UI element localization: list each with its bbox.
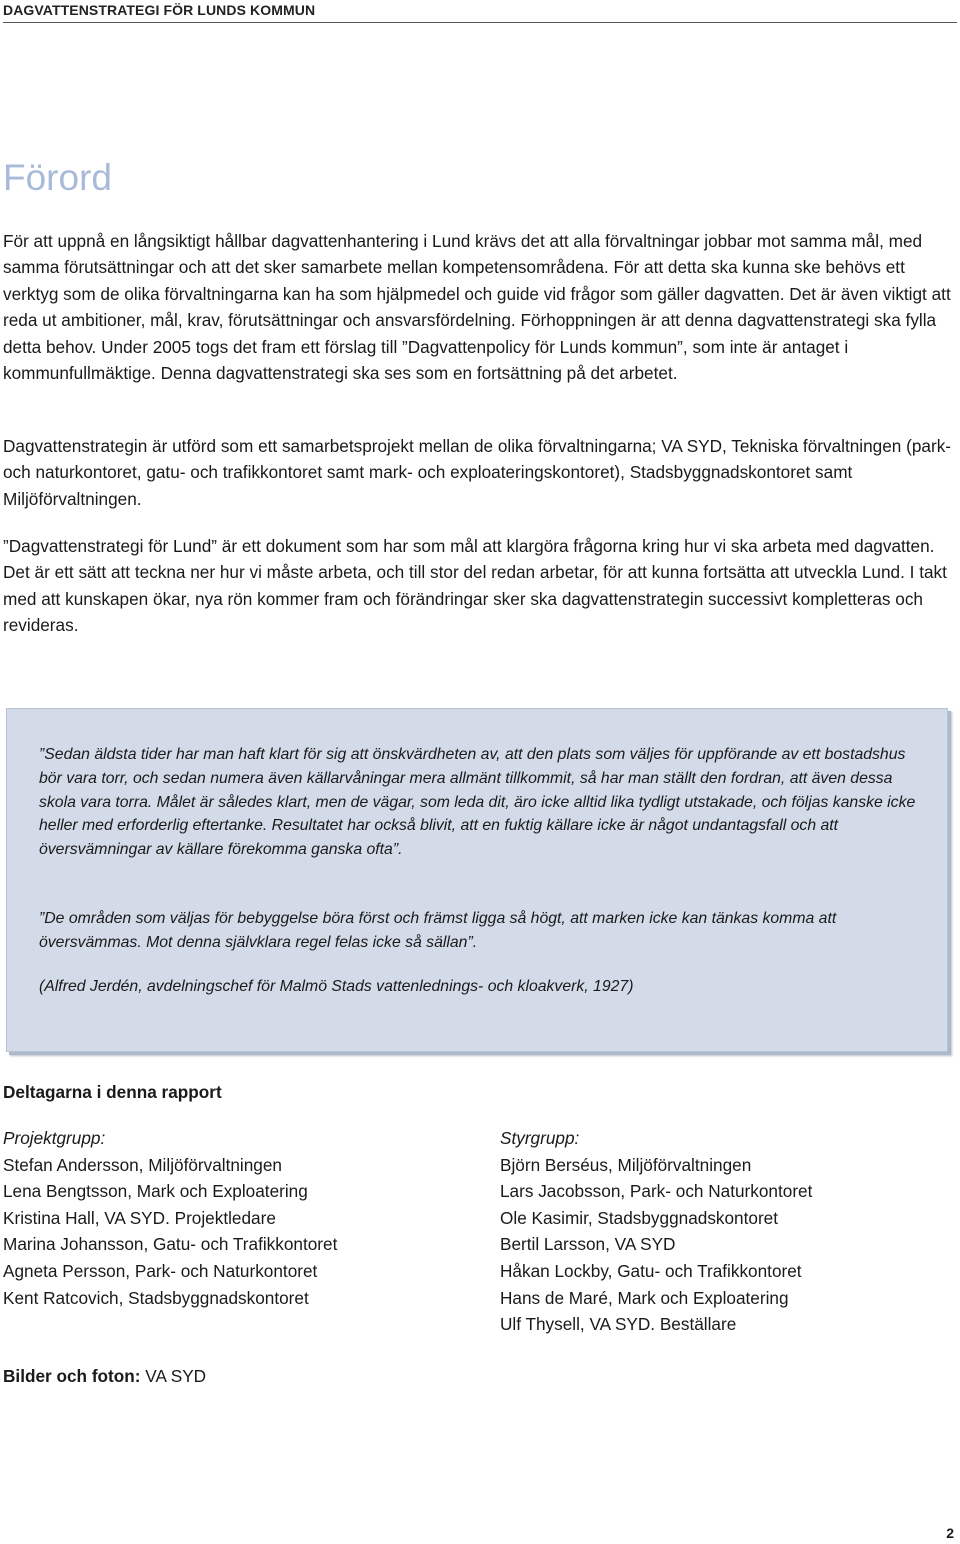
running-header — [3, 0, 957, 23]
project-group — [3, 1125, 473, 1311]
photo-credits — [3, 1363, 206, 1389]
quote-box — [6, 708, 948, 1052]
steering-group-member: Bertil Larsson, VA SYD — [500, 1234, 676, 1255]
steering-group-member: Ole Kasimir, Stadsbyggnadskontoret — [500, 1207, 779, 1228]
participants-heading: Deltagarna i denna rapport — [3, 1082, 222, 1102]
project-group-member: Lena Bengtsson, Mark och Exploatering — [3, 1181, 308, 1202]
project-group-member: Stefan Andersson, Miljöförvaltningen — [3, 1154, 282, 1175]
project-group-member: Kristina Hall, VA SYD. Projektledare — [3, 1207, 276, 1228]
project-group-label: Projektgrupp: — [3, 1128, 106, 1148]
project-group-member: Marina Johansson, Gatu- och Trafikkontoret — [3, 1234, 338, 1255]
purpose-paragraph: ”Dagvattenstrategi för Lund” är ett dokument som har som mål att klargöra frågorna kring hur vi ska arbeta med dagvatten. Det är ett sätt att teckna ner hur vi måste arbeta, och till stor del redan arbetar, för att kunna fortsätta att utveckla Lund. I takt med att kunskapen ökar, nya rön kommer fram och förändringar sker ska dagvattenstrategin successivt kompletteras och revideras. — [3, 536, 947, 636]
steering-group-member: Björn Berséus, Miljöförvaltningen — [500, 1154, 752, 1175]
steering-group-member: Lars Jacobsson, Park- och Naturkontoret — [500, 1181, 813, 1202]
page-number: 2 — [946, 1525, 954, 1541]
photo-credits-label: Bilder och foton: — [3, 1366, 141, 1386]
project-group-member: Kent Ratcovich, Stadsbyggnadskontoret — [3, 1287, 309, 1308]
steering-group-label: Styrgrupp: — [500, 1128, 580, 1148]
page-title: Förord — [3, 157, 112, 198]
quote-text-2: ”De områden som väljas för bebyggelse böra först och främst ligga så högt, att marken icke kan tänkas komma att översvämmas. Mot denna självklara regel felas icke så sällan”. — [39, 910, 837, 951]
collaboration-paragraph: Dagvattenstrategin är utförd som ett samarbetsprojekt mellan de olika förvaltningarna; VA SYD, Tekniska förvaltningen (park- och naturkontoret, gatu- och trafikkontoret samt mark- och exploateringskontoret), Stadsbyggnadskontoret samt Miljöförvaltningen. — [3, 436, 952, 509]
steering-group-member: Håkan Lockby, Gatu- och Trafikkontoret — [500, 1260, 802, 1281]
intro-paragraph: För att uppnå en långsiktigt hållbar dagvattenhantering i Lund krävs det att alla förvaltningar jobbar mot samma mål, med samma förutsättningar och att det sker samarbete mellan kompetensområdena. För att detta ska kunna ske behövs ett verktyg som de olika förvaltningarna kan ha som hjälpmedel och guide vid frågor som gäller dagvatten. Det är även viktigt att reda ut ambitioner, mål, krav, förutsättningar och ansvarsfördelning. Förhoppningen är att denna dagvattenstrategi ska fylla detta behov. Under 2005 togs det fram ett förslag till ”Dagvattenpolicy för Lunds kommun”, som inte är antaget i kommunfullmäktige. Denna dagvattenstrategi ska ses som en fortsättning på det arbetet. — [3, 231, 951, 384]
quote-attribution: (Alfred Jerdén, avdelningschef för Malmö Stads vattenlednings- och kloakverk, 1927) — [39, 978, 634, 995]
steering-group-member: Ulf Thysell, VA SYD. Beställare — [500, 1314, 737, 1335]
running-header-title: DAGVATTENSTRATEGI FÖR LUNDS KOMMUN — [3, 2, 316, 18]
quote-text-1: ”Sedan äldsta tider har man haft klart för sig att önskvärdheten av, att den plats som väljes för uppförande av ett bostadshus bör vara torr, och sedan numera även källarvåningar mera allmänt tillkommit, så har man ställt den fordran, att även dessa skola vara torra. Målet är således klart, men de vägar, som leda dit, äro icke alltid lika tydligt utstakade, och följas kanske icke heller med erforderlig eftertanke. Resultatet har också blivit, att en fuktig källare icke är något undantagsfall och att översvämningar av källare förekomma ganska ofta”. — [39, 746, 916, 859]
steering-group-member: Hans de Maré, Mark och Exploatering — [500, 1287, 789, 1308]
steering-group — [500, 1125, 955, 1338]
project-group-member: Agneta Persson, Park- och Naturkontoret — [3, 1260, 318, 1281]
photo-credits-value: VA SYD — [140, 1366, 207, 1386]
